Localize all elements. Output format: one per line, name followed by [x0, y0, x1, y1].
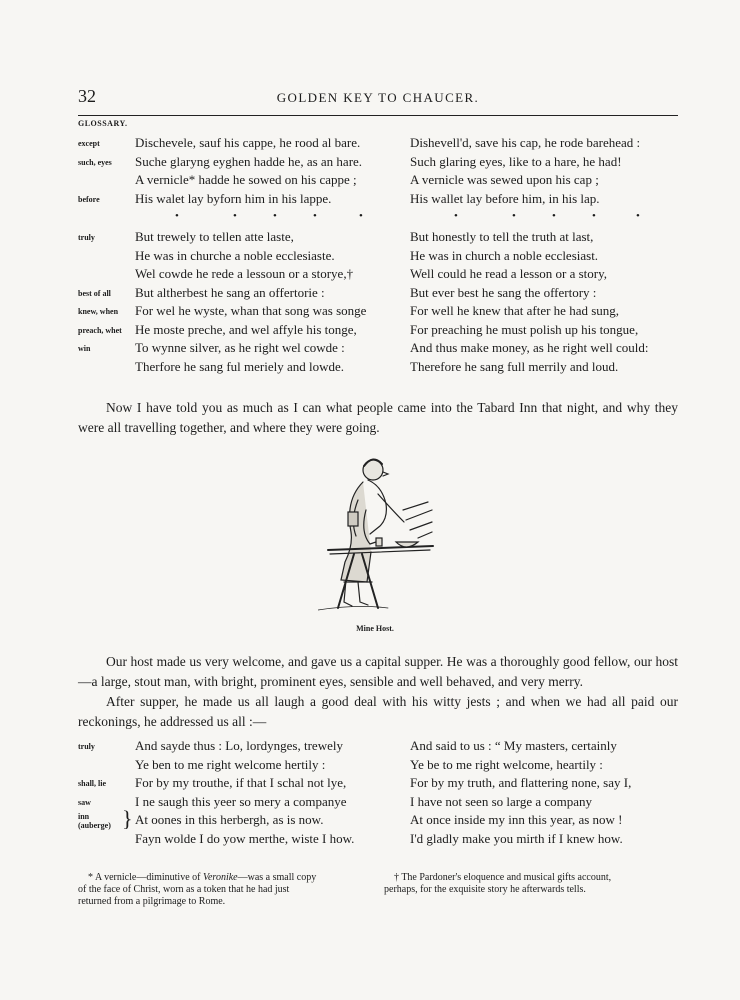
verse-line [78, 737, 678, 756]
gloss-word: saw [78, 797, 91, 807]
middle-english-line: Wel cowde he rede a lessoun or a storye,† [135, 266, 354, 281]
gloss-word: knew, when [78, 307, 119, 316]
illustration-caption: Mine Host. [356, 624, 394, 633]
verse-block-1 [78, 134, 678, 376]
modern-english-line: Well could he read a lesson or a story, [410, 266, 608, 281]
verse-block-2 [78, 737, 678, 848]
verse-line [78, 806, 678, 831]
middle-english-line: He moste preche, and wel affyle his tonge, [135, 321, 357, 337]
paragraph: Our host made us very welcome, and gave us a capital supper. He was a thoroughly good fellow, our host—a large, stout man, with bright, prominent eyes, sensible and well behaved, and very merry. [78, 654, 678, 689]
middle-english-line: Fayn wolde I do yow merthe, wiste I how. [135, 830, 355, 846]
brace-glyph: } [122, 806, 133, 831]
gloss-word: inn (auberge) [78, 812, 111, 830]
verse-line [78, 228, 678, 247]
modern-english-line: I'd gladly make you mirth if I knew how. [410, 830, 623, 846]
modern-english-line: For by my truth, and flattering none, say I, [410, 775, 632, 790]
middle-english-line: To wynne silver, as he right wel cowde : [135, 340, 345, 355]
gloss-word: truly [78, 742, 95, 751]
verse-line [78, 247, 678, 266]
middle-english-line: But trewely to tellen atte laste, [135, 229, 294, 244]
verse-line [78, 321, 678, 340]
middle-english-line: But altherbest he sang an offertorie : [135, 284, 325, 300]
modern-english-line: And said to us : “ My masters, certainly [410, 738, 617, 753]
verse-line [78, 774, 678, 793]
modern-english-line: He was in church a noble ecclesiast. [410, 247, 599, 263]
middle-english-line: For by my trouthe, if that I schal not lye, [135, 775, 347, 790]
ellipsis-row: • • • • • • • • • • [175, 210, 640, 222]
middle-english-line: He was in churche a noble ecclesiaste. [135, 247, 335, 263]
verse-line [78, 830, 678, 849]
modern-english-line: His wallet lay before him, in his lap. [410, 190, 600, 206]
middle-english-line: Ye ben to me right welcome hertily : [135, 756, 326, 772]
verse-line [78, 339, 678, 358]
modern-english-line: Therefore he sang full merrily and loud. [410, 358, 619, 374]
gloss-word: except [78, 139, 100, 148]
gloss-word: win [78, 344, 91, 353]
gloss-word: such, eyes [78, 157, 112, 167]
verse-line [78, 756, 678, 775]
gloss-word: truly [78, 233, 95, 242]
middle-english-line: His walet lay byforn him in his lappe. [135, 190, 332, 206]
verse-line [78, 171, 678, 190]
gloss-word: best of all [78, 288, 111, 298]
verse-line [78, 153, 678, 172]
page-number: 32 [78, 86, 96, 106]
gloss-word: before [78, 194, 100, 204]
modern-english-line: Ye be to me right welcome, heartily : [410, 756, 603, 772]
mine-host-illustration [318, 450, 438, 615]
middle-english-line: Dischevele, sauf his cappe, he rood al bare. [135, 135, 361, 150]
modern-english-line: Such glaring eyes, like to a hare, he had! [410, 153, 622, 169]
middle-english-line: And sayde thus : Lo, lordynges, trewely [135, 738, 343, 753]
page-header [78, 86, 678, 110]
modern-english-line: I have not seen so large a company [410, 793, 593, 809]
modern-english-line: For preaching he must polish up his tongue, [410, 321, 639, 337]
modern-english-line: At once inside my inn this year, as now ! [410, 812, 623, 827]
middle-english-line: Suche glaryng eyghen hadde he, as an hare. [135, 153, 363, 169]
prose-paragraph-2 [78, 652, 678, 732]
modern-english-line: For well he knew that after he had sung, [410, 303, 620, 318]
running-title: GOLDEN KEY TO CHAUCER. [276, 90, 480, 105]
paragraph: After supper, he made us all laugh a good deal with his witty jests ; and when we had all paid our reckonings, he addressed us all :— [78, 694, 678, 729]
footnote-right: † The Pardoner's eloquence and musical gifts account, perhaps, for the exquisite story he afterwards tells. [384, 872, 612, 895]
gloss-word: shall, lie [78, 779, 107, 788]
modern-english-line: But honestly to tell the truth at last, [410, 229, 594, 244]
middle-english-line: Therfore he sang ful meriely and lowde. [135, 358, 345, 374]
middle-english-line: For wel he wyste, whan that song was songe [135, 303, 367, 318]
modern-english-line: Dishevell'd, save his cap, he rode barehead : [410, 135, 641, 150]
verse-line [78, 302, 678, 321]
header-rule [78, 115, 678, 116]
verse-line [78, 793, 678, 812]
gloss-word: preach, whet [78, 325, 122, 335]
footnote-left: * A vernicle—diminutive of Veronike—was a small copy of the face of Christ, worn as a token that he had just returned from a pilgrimage to Rome. [78, 872, 317, 907]
prose-paragraph-1 [78, 398, 678, 438]
middle-english-line: I ne saugh this yeer so mery a companye [135, 793, 347, 809]
verse-line [78, 284, 678, 303]
verse-line [78, 265, 678, 284]
modern-english-line: And thus make money, as he right well could: [410, 340, 649, 355]
modern-english-line: But ever best he sang the offertory : [410, 284, 597, 300]
modern-english-line: A vernicle was sewed upon his cap ; [410, 172, 599, 187]
middle-english-line: A vernicle* hadde he sowed on his cappe ; [135, 172, 357, 187]
verse-line [78, 190, 678, 209]
glossary-heading: GLOSSARY. [78, 119, 128, 128]
verse-line [78, 134, 678, 153]
verse-line [78, 358, 678, 377]
paragraph: Now I have told you as much as I can what people came into the Tabard Inn that night, and why they were all travelling together, and where they were going. [78, 400, 678, 435]
middle-english-line: At oones in this herbergh, as is now. [135, 812, 324, 827]
